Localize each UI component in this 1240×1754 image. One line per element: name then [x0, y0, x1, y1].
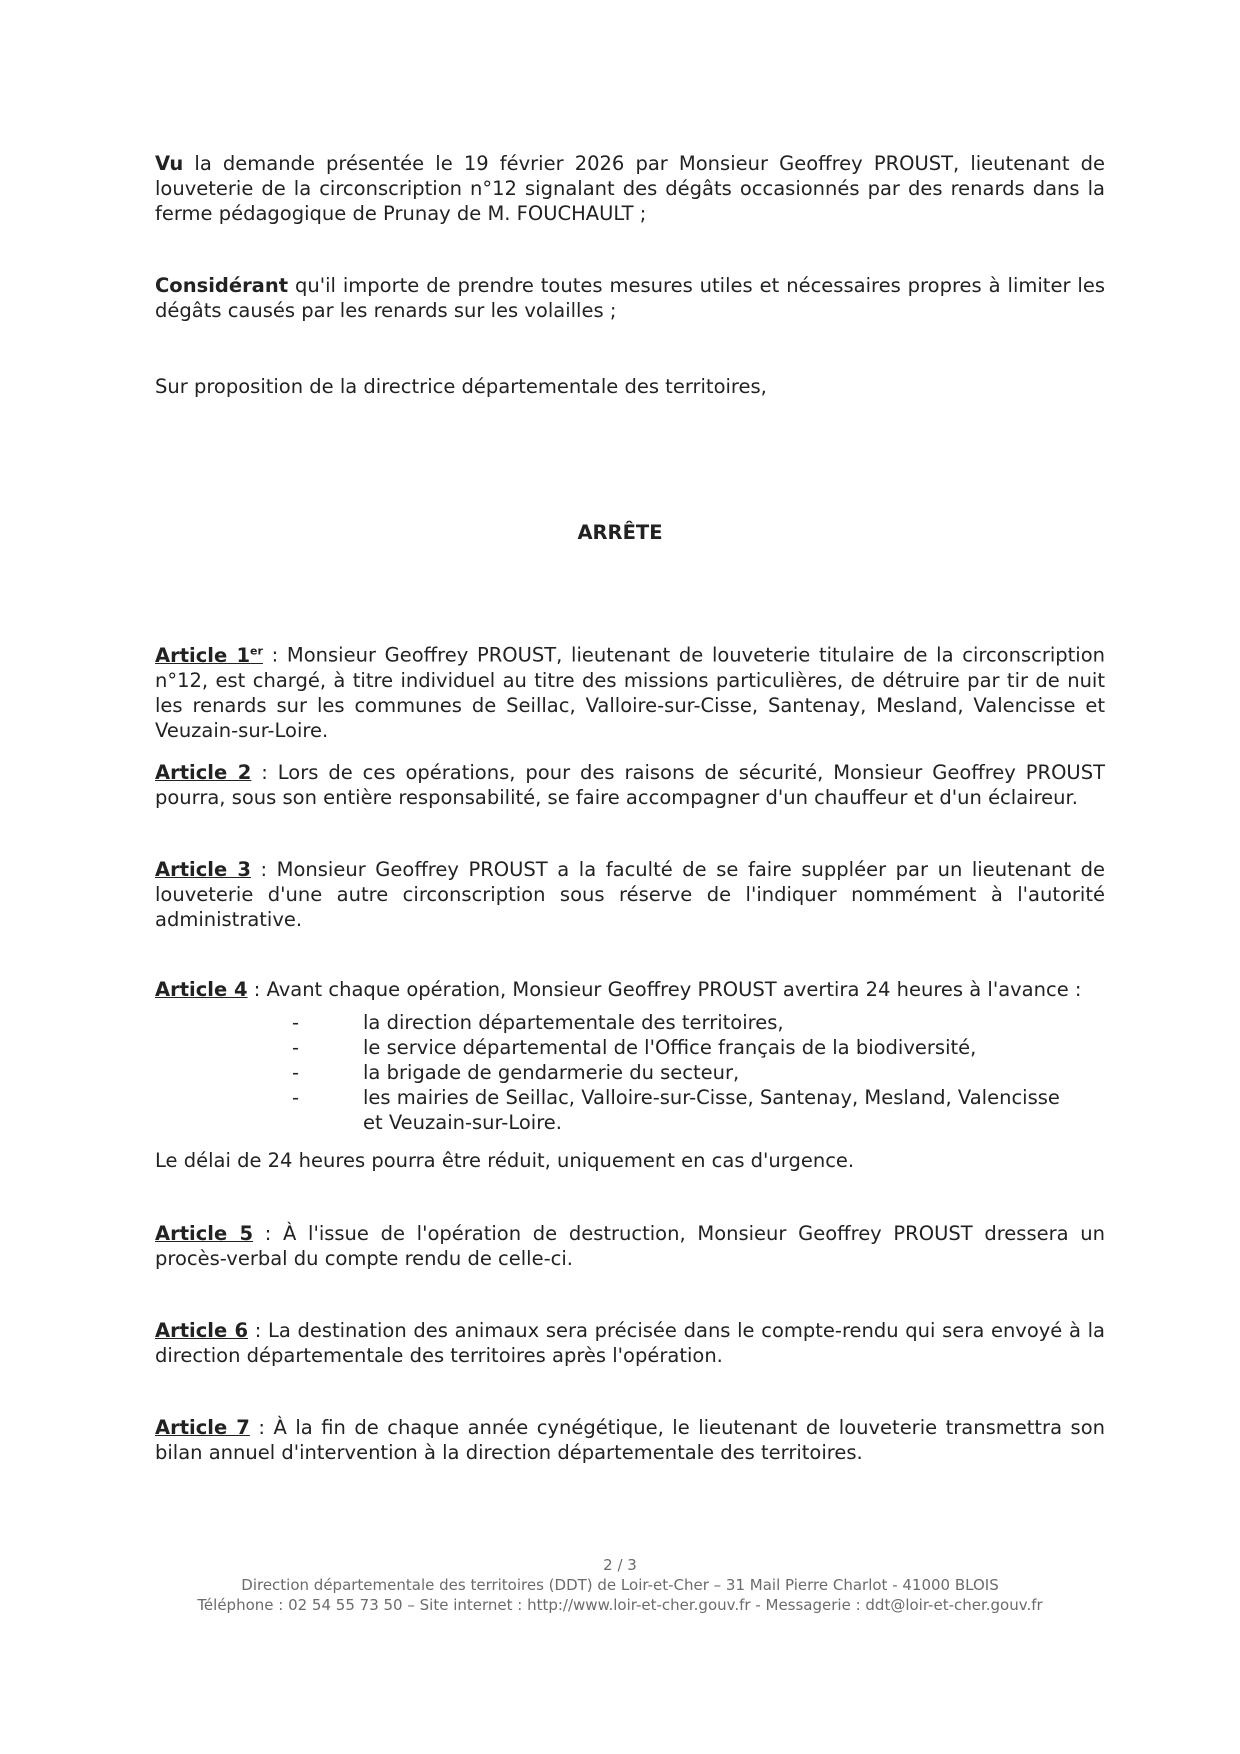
considerant-text: qu'il importe de prendre toutes mesures utiles et nécessaires propres à limiter les dégâts causés par les renards sur les volailles ;	[155, 274, 1105, 322]
footer-address: Direction départementale des territoires (DDT) de Loir-et-Cher – 31 Mail Pierre Charlot - 41000 BLOIS	[241, 1576, 999, 1594]
article-2-label: Article 2	[155, 761, 252, 784]
article-5	[155, 1221, 1105, 1271]
dash-bullet: -	[292, 1086, 300, 1109]
arrete-heading: ARRÊTE	[577, 521, 663, 544]
article-4-list-item	[292, 1060, 1072, 1085]
article-4-text: : Avant chaque opération, Monsieur Geoffrey PROUST avertira 24 heures à l'avance :	[247, 978, 1082, 1001]
considerant-paragraph	[155, 273, 1105, 323]
article-4-list-item-text: le service départemental de l'Office français de la biodiversité,	[363, 1036, 977, 1059]
delai-paragraph: Le délai de 24 heures pourra être réduit, uniquement en cas d'urgence.	[155, 1149, 855, 1172]
vu-paragraph	[155, 151, 1105, 226]
article-5-text: : À l'issue de l'opération de destruction, Monsieur Geoffrey PROUST dressera un procès-verbal du compte rendu de celle-ci.	[155, 1222, 1105, 1270]
article-3	[155, 857, 1105, 932]
article-3-text: : Monsieur Geoffrey PROUST a la faculté de se faire suppléer par un lieutenant de louveterie d'une autre circonscription sous réserve de l'indiquer nommément à l'autorité administrative.	[155, 858, 1105, 931]
vu-text: la demande présentée le 19 février 2026 par Monsieur Geoffrey PROUST, lieutenant de louveterie de la circonscription n°12 signalant des dégâts occasionnés par des renards dans la ferme pédagogique de Prunay de M. FOUCHAULT ;	[155, 152, 1105, 225]
article-1-text: : Monsieur Geoffrey PROUST, lieutenant de louveterie titulaire de la circonscription n°12, est chargé, à titre individuel au titre des missions particulières, de détruire par tir de nuit les renards sur les communes de Seillac, Valloire-sur-Cisse, Santenay, Mesland, Valencisse et Veuzain-sur-Loire.	[155, 643, 1106, 742]
considerant-label: Considérant	[155, 274, 289, 297]
article-7-label: Article 7	[155, 1416, 250, 1439]
article-6-text: : La destination des animaux sera précisée dans le compte-rendu qui sera envoyé à la direction départementale des territoires après l'opération.	[155, 1319, 1105, 1367]
article-1-label	[155, 644, 263, 667]
article-1-label-text: Article 1	[155, 643, 251, 667]
article-7-text: : À la fin de chaque année cynégétique, le lieutenant de louveterie transmettra son bilan annuel d'intervention à la direction départementale des territoires.	[155, 1416, 1105, 1464]
article-4-list-item-text: la brigade de gendarmerie du secteur,	[363, 1061, 740, 1084]
article-4-list-item	[292, 1085, 1072, 1135]
article-4-list-item-text: les mairies de Seillac, Valloire-sur-Cisse, Santenay, Mesland, Valencisse et Veuzain-sur-Loire.	[363, 1086, 1060, 1134]
dash-bullet: -	[292, 1061, 300, 1084]
article-1-label-sup: er	[250, 644, 263, 657]
article-4-list-item-text: la direction départementale des territoires,	[363, 1011, 784, 1034]
article-5-label: Article 5	[155, 1222, 254, 1245]
article-4-list-item	[292, 1010, 1072, 1035]
article-1	[155, 638, 1105, 743]
article-6	[155, 1318, 1105, 1368]
article-2-text: : Lors de ces opérations, pour des raisons de sécurité, Monsieur Geoffrey PROUST pourra, sous son entière responsabilité, se faire accompagner d'un chauffeur et d'un éclaireur.	[155, 761, 1105, 809]
article-2	[155, 760, 1105, 810]
article-4-list	[292, 1010, 1072, 1135]
dash-bullet: -	[292, 1036, 300, 1059]
article-6-label: Article 6	[155, 1319, 249, 1342]
vu-label: Vu	[155, 152, 184, 175]
footer-page-number: 2 / 3	[603, 1556, 637, 1574]
dash-bullet: -	[292, 1011, 300, 1034]
article-4-label: Article 4	[155, 978, 248, 1001]
proposition-paragraph: Sur proposition de la directrice départementale des territoires,	[155, 375, 767, 398]
article-4	[155, 977, 1105, 1002]
article-3-label: Article 3	[155, 858, 251, 881]
article-7	[155, 1415, 1105, 1465]
footer-contact: Téléphone : 02 54 55 73 50 – Site internet : http://www.loir-et-cher.gouv.fr - Messagerie : ddt@loir-et-cher.gouv.fr	[197, 1596, 1043, 1614]
article-4-list-item	[292, 1035, 1072, 1060]
